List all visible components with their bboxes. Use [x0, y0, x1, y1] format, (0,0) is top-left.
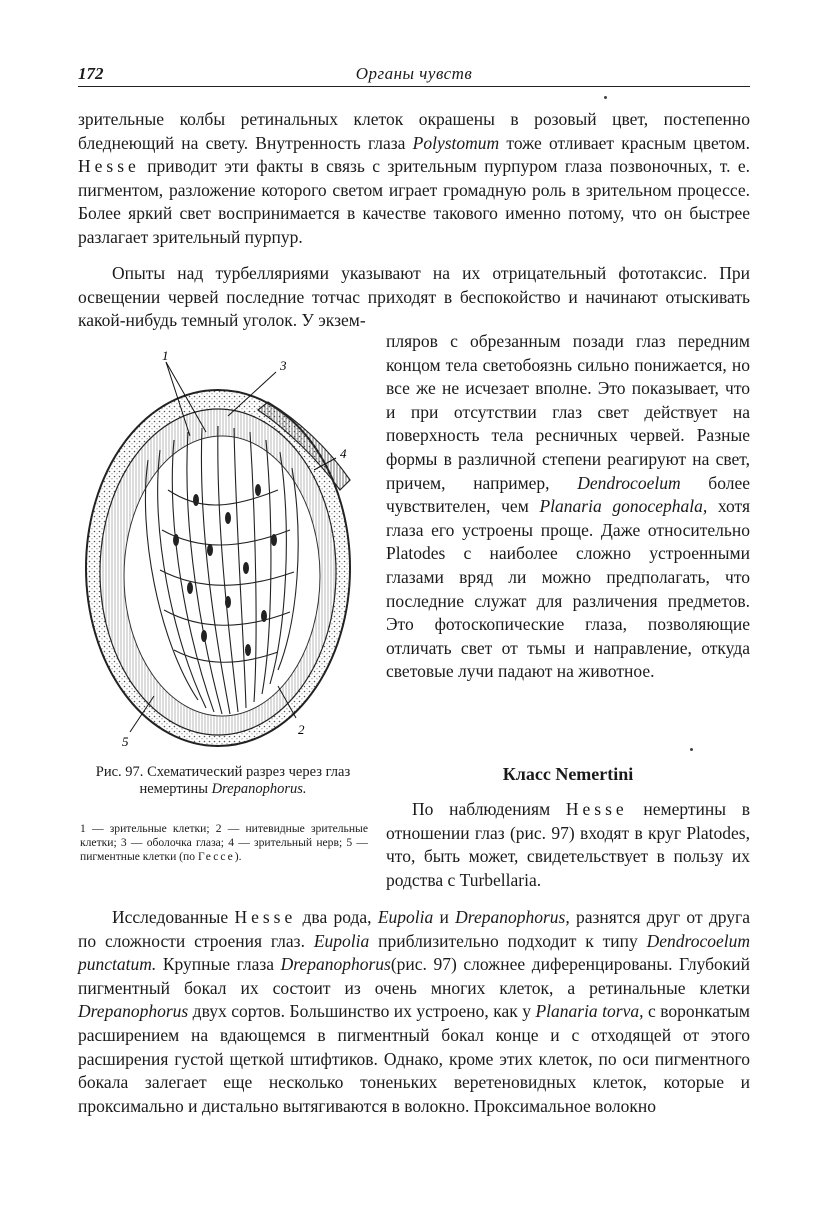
- figure-caption: [78, 764, 368, 798]
- section-heading: Класс Nemertini: [502, 764, 634, 784]
- text-span: тоже отливает красным цветом.: [499, 132, 750, 153]
- species-name: Planaria gonocephala,: [539, 496, 708, 517]
- species-name: Polystomum: [412, 132, 500, 153]
- text-span: Крупные глаза: [156, 954, 281, 975]
- page-header: [78, 62, 750, 87]
- text-span: По наблюдениям: [412, 799, 566, 819]
- figure-label-5: 5: [122, 734, 129, 749]
- text-span: с воронкатым расширением на вдающемся в пигментный бокал конце и с отходящей от этого расширения густой щеткой штифтиков. Однако, кроме этих клеток, по оси пигментного бокала залегает еще несколько тоненьких веретеновидных клеток, которые и проксимально и дистально вытягиваются в волокно. Проксимальное волокно: [78, 1001, 750, 1116]
- species-name: Dendrocoelum: [577, 472, 681, 493]
- running-title: Органы чувств: [355, 64, 473, 83]
- species-name: Drepanophorus,: [455, 907, 570, 927]
- paragraph-drepanophorus: [78, 906, 750, 1118]
- text-span: и: [433, 907, 456, 927]
- species-name: Planaria torva,: [535, 1001, 644, 1022]
- author-name: Гессе: [197, 850, 235, 863]
- species-name: Dendrocoelum punctatum.: [78, 930, 750, 975]
- legend-text: 1 — зрительные клетки; 2 — нитевидные зрительные клетки; 3 — оболочка глаза; 4 — зрительный нерв; 5 — пигментные клетки (по: [80, 822, 368, 863]
- paragraph-phototaxis: Опыты над турбелляриями указывают на их отрицательный фототаксис. При освещении червей последние тотчас приходят в беспокойство и начинают отыскивать какой-нибудь темный уголок. У экзем-: [78, 263, 750, 331]
- species-name: Drepanophorus: [280, 954, 391, 975]
- text-span: Исследованные: [112, 907, 235, 927]
- author-name: Hesse: [565, 799, 628, 819]
- paragraph-right-column: [386, 330, 750, 684]
- paragraph-nemertini: [386, 798, 750, 892]
- figure-legend: [80, 822, 368, 864]
- figure-label-2: 2: [298, 722, 305, 737]
- paragraph-retina: [78, 108, 750, 250]
- legend-text: ).: [234, 850, 242, 863]
- text-span: двух сортов. Большинство их устроено, как у: [188, 1001, 536, 1022]
- figure-label-3: 3: [280, 358, 287, 373]
- species-name: Drepanophorus: [78, 1001, 189, 1022]
- text-span: зрительные колбы ретинальных клеток окрашены в розовый цвет, постепенно бледнеющий на свету. Внутренность глаза: [78, 109, 750, 153]
- page-number: 172: [78, 64, 104, 83]
- print-speck: [690, 748, 693, 751]
- author-name: Hesse: [78, 156, 140, 177]
- species-name: Drepanophorus.: [211, 781, 307, 797]
- text-span: два рода,: [296, 907, 378, 927]
- figure-number: Рис. 97.: [95, 764, 144, 780]
- text-span: приблизительно подходит к типу: [369, 930, 647, 951]
- print-speck: [604, 96, 607, 99]
- text-span: (рис. 97) сложнее диференцированы. Глубокий пигментный бокал их состоит из очень многих клеток, а ретинальные клетки: [78, 954, 750, 998]
- text-span: приводит эти факты в связь с зрительным пурпуром глаза позвоночных, т. е. пигментом, разложение которого светом играет громадную роль в зрительном процессе. Более яркий свет воспринимается в качестве такового именно потому, что он быстрее разлагает зрительный пурпур.: [78, 156, 750, 247]
- eye-illustration: [78, 340, 370, 760]
- author-name: Hesse: [234, 907, 297, 927]
- figure-label-1: 1: [162, 348, 169, 363]
- species-name: Eupolia: [313, 930, 370, 951]
- figure-eye-section: [78, 340, 370, 760]
- text-span: более чувствителен, чем: [386, 472, 750, 517]
- text-span: разнятся друг от друга по сложности строения глаз.: [78, 907, 750, 951]
- species-name: Eupolia: [377, 907, 434, 927]
- text-span: пляров с обрезанным позади глаз передним концом тела светобоязнь сильно понижается, но все же не исчезает вполне. Это показывает, что и при отсутствии глаз свет действует на поверхность тела ресничных червей. Разные формы в различной степени реагируют на свет, причем, например,: [386, 331, 750, 493]
- text-span: хотя глаза его устроены проще. Даже относительно Platodes с наиболее сложно устроенными глазами вряд ли можно предполагать, что последние служат для различения предметов. Это фотоскопические глаза, позволяющие отличать свет от тьмы и направление, откуда световые лучи падают на животное.: [386, 496, 750, 682]
- figure-label-4: 4: [340, 446, 347, 461]
- caption-text: Схематический разрез через глаз немертины: [139, 764, 351, 797]
- text-span: немертины в отношении глаз (рис. 97) входят в круг Platodes, что, быть может, свидетельствует в пользу их родства с Turbellaria.: [386, 799, 750, 890]
